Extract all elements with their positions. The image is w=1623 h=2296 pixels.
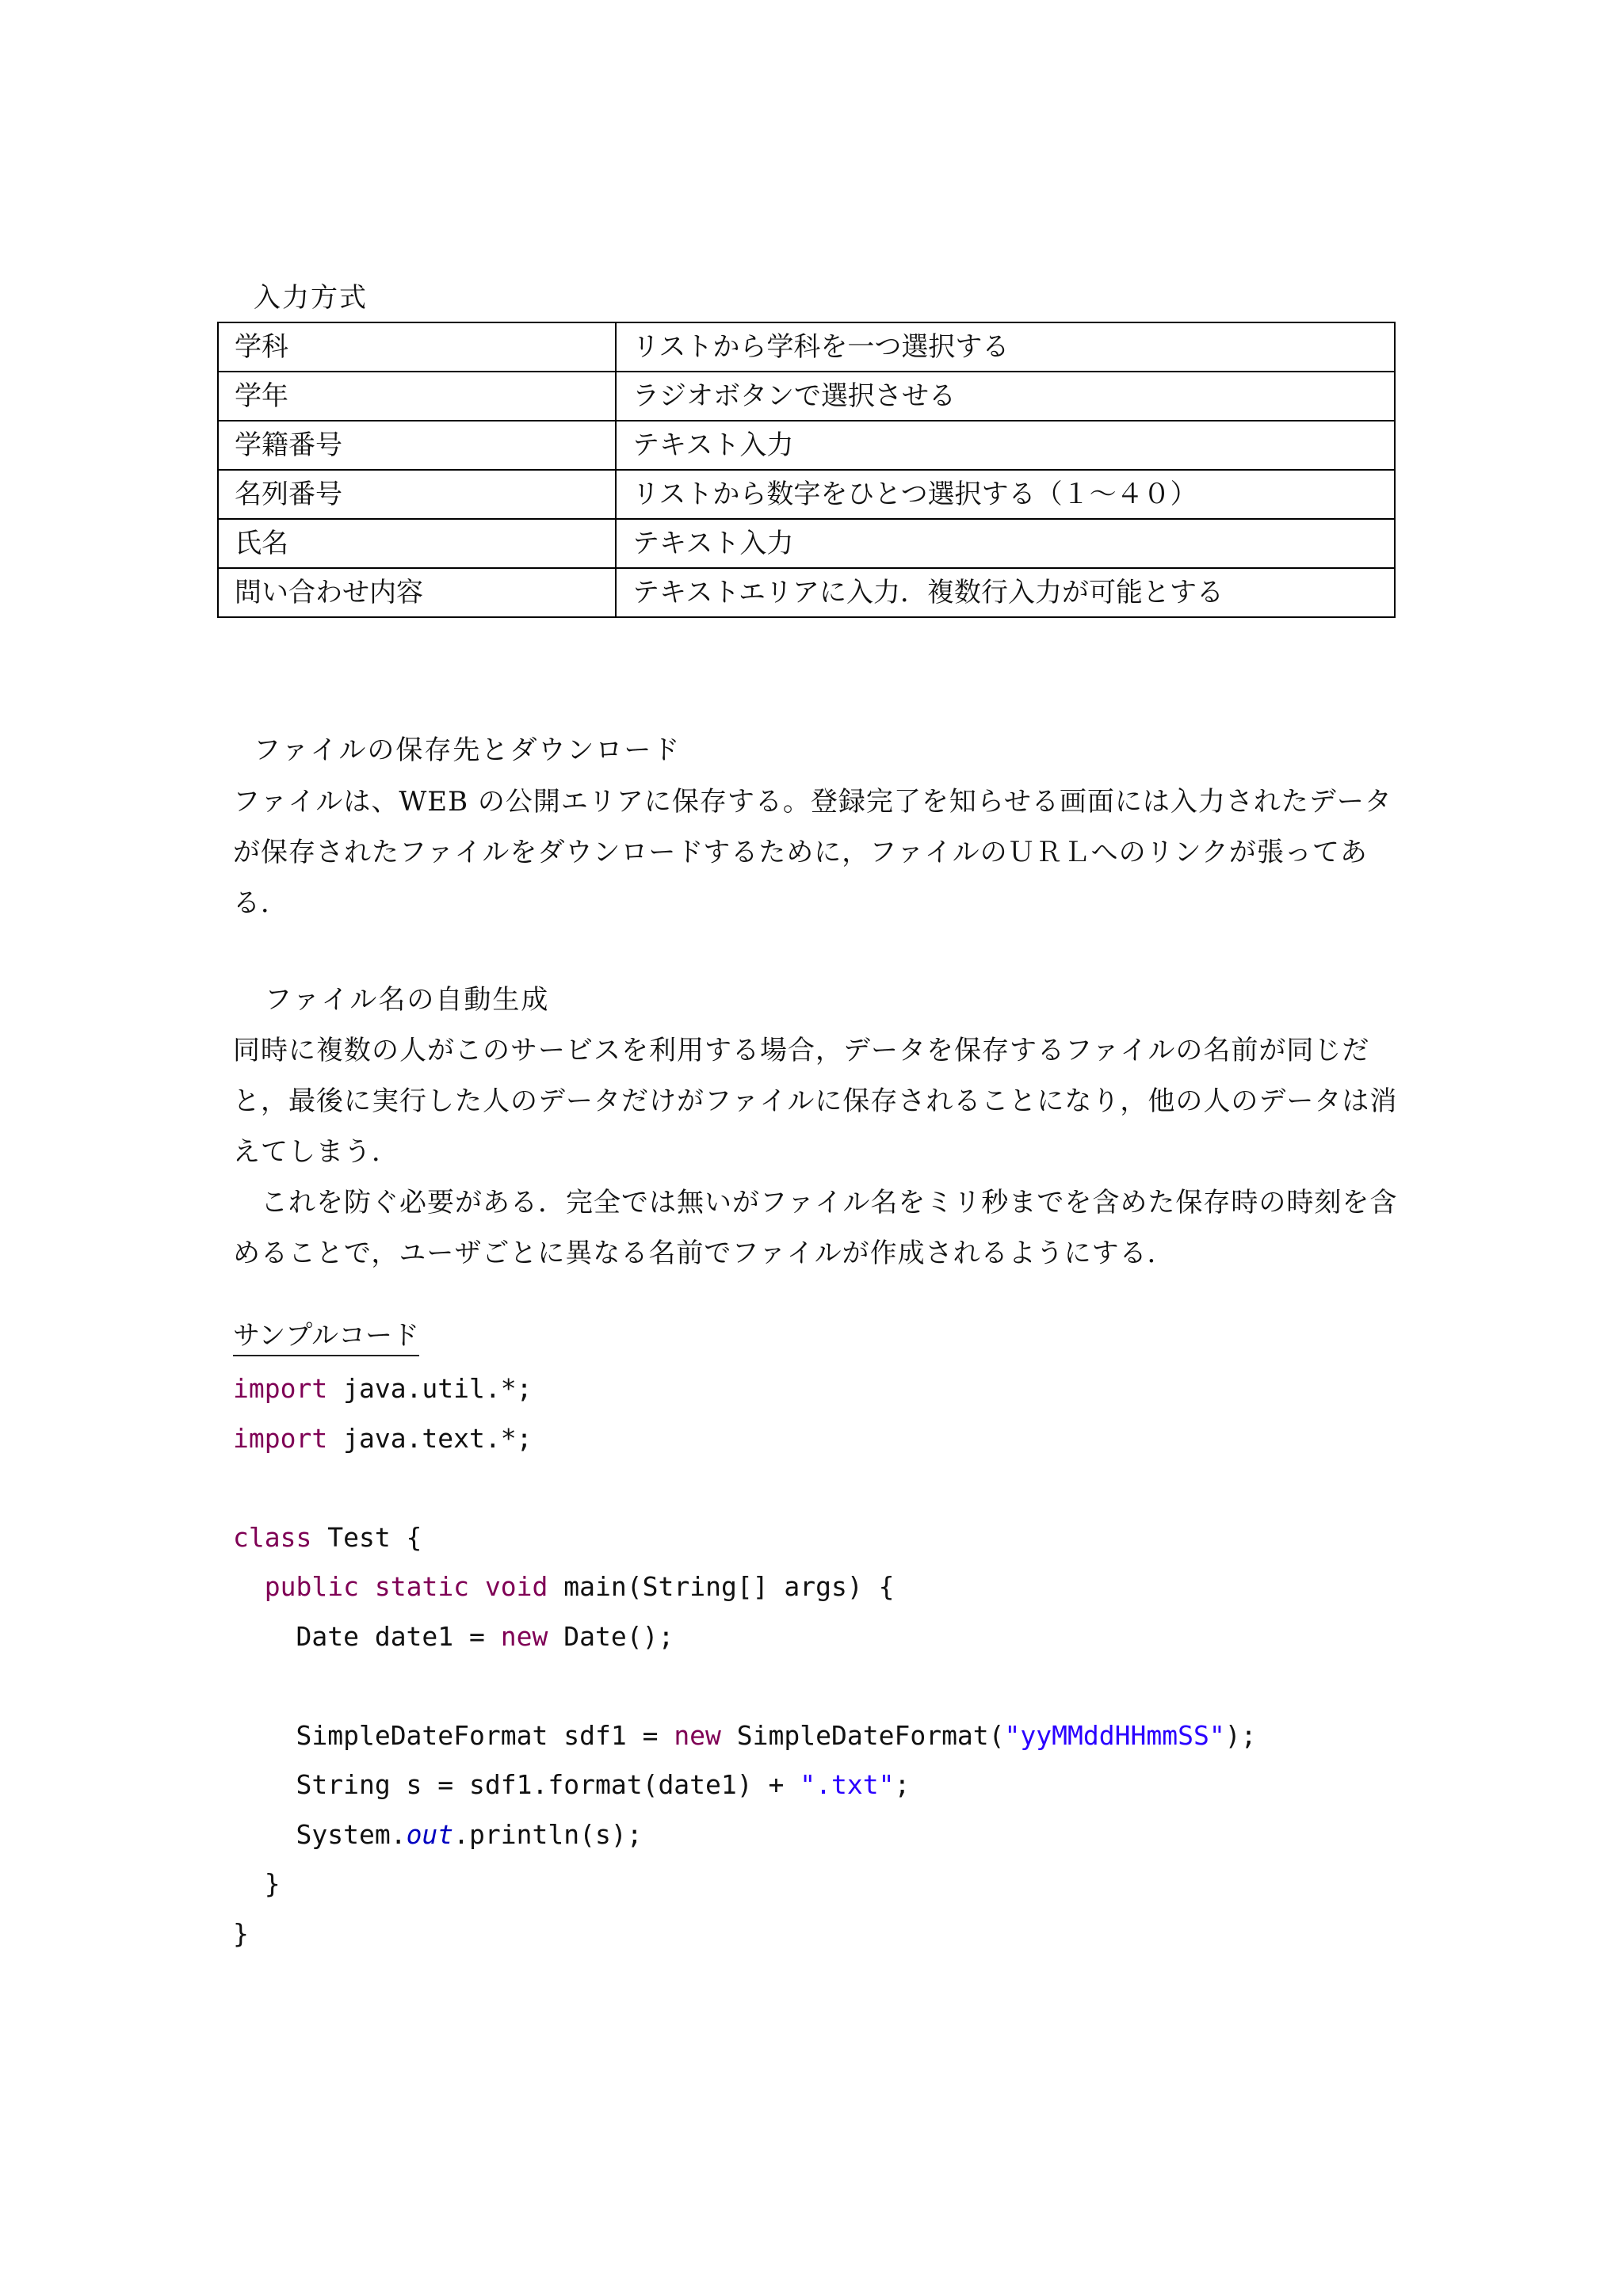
save-location-heading: ファイルの保存先とダウンロード bbox=[254, 734, 682, 766]
code-line bbox=[233, 1810, 1256, 1860]
code-text: java.text.*; bbox=[327, 1422, 533, 1454]
save-location-paragraph: ファイルは、WEB の公開エリアに保存する。登録完了を知らせる画面には入力されたデータが保存されたファイルをダウンロードするために，ファイルのＵＲＬへのリンクが張ってある． bbox=[233, 786, 1392, 919]
code-text: Test { bbox=[311, 1521, 422, 1553]
table-row bbox=[218, 322, 1395, 372]
code-indent bbox=[233, 1769, 296, 1800]
code-keyword: import bbox=[233, 1373, 328, 1404]
code-keyword: new bbox=[500, 1620, 548, 1652]
input-method-rows bbox=[218, 322, 1395, 617]
table-row bbox=[218, 519, 1395, 568]
code-text: SimpleDateFormat( bbox=[720, 1719, 1005, 1751]
code-string: ".txt" bbox=[800, 1769, 895, 1800]
auto-filename-heading: ファイル名の自動生成 bbox=[265, 984, 550, 1016]
code-text: SimpleDateFormat sdf1 = bbox=[296, 1719, 674, 1751]
code-text: } bbox=[233, 1917, 249, 1949]
code-indent bbox=[233, 1819, 296, 1850]
code-text: } bbox=[264, 1868, 281, 1899]
code-text: Date(); bbox=[548, 1620, 674, 1652]
code-text: ); bbox=[1224, 1719, 1257, 1751]
code-line bbox=[233, 1909, 1256, 1959]
code-indent bbox=[233, 1621, 296, 1652]
code-line bbox=[233, 1760, 1256, 1810]
code-line bbox=[233, 1364, 1256, 1414]
code-text: ; bbox=[894, 1769, 911, 1800]
field-name-cell: 学科 bbox=[218, 322, 616, 372]
code-line bbox=[233, 1513, 1256, 1563]
table-row bbox=[218, 470, 1395, 519]
code-text: java.util.*; bbox=[327, 1373, 533, 1404]
input-method-cell: リストから数字をひとつ選択する（１～４０） bbox=[616, 470, 1395, 519]
auto-filename-paragraph-2: これを防ぐ必要がある．完全では無いがファイル名をミリ秒までを含めた保存時の時刻を含めることで，ユーザごとに異なる名前でファイルが作成されるようにする． bbox=[233, 1187, 1398, 1269]
code-line bbox=[233, 1612, 1256, 1662]
code-text: Date date1 = bbox=[296, 1620, 501, 1652]
input-method-cell: テキスト入力 bbox=[616, 519, 1395, 568]
code-line bbox=[233, 1661, 1256, 1711]
code-keyword: class bbox=[233, 1521, 312, 1553]
code-keyword: import bbox=[233, 1422, 328, 1454]
code-text bbox=[359, 1571, 375, 1602]
input-method-cell: ラジオボタンで選択させる bbox=[616, 372, 1395, 421]
code-text: main(String[] args) { bbox=[548, 1571, 895, 1602]
table-row bbox=[218, 568, 1395, 617]
input-method-heading: 入力方式 bbox=[254, 282, 368, 314]
code-indent bbox=[233, 1868, 265, 1899]
code-indent bbox=[233, 1571, 265, 1602]
code-text: String s = sdf1.format(date1) + bbox=[296, 1769, 800, 1800]
input-method-cell: テキスト入力 bbox=[616, 421, 1395, 470]
code-line bbox=[233, 1859, 1256, 1909]
code-keyword: new bbox=[674, 1719, 721, 1751]
field-name-cell: 学年 bbox=[218, 372, 616, 421]
code-text: .println(s); bbox=[453, 1818, 643, 1850]
input-method-cell: テキストエリアに入力．複数行入力が可能とする bbox=[616, 568, 1395, 617]
code-keyword: void bbox=[484, 1571, 548, 1602]
code-line bbox=[233, 1463, 1256, 1513]
code-indent bbox=[233, 1720, 296, 1751]
field-name-cell: 学籍番号 bbox=[218, 421, 616, 470]
field-name-cell: 名列番号 bbox=[218, 470, 616, 519]
sample-code-label: サンプルコード bbox=[233, 1318, 419, 1356]
field-name-cell: 問い合わせ内容 bbox=[218, 568, 616, 617]
code-line bbox=[233, 1562, 1256, 1612]
code-keyword: public bbox=[264, 1571, 359, 1602]
field-name-cell: 氏名 bbox=[218, 519, 616, 568]
input-method-table bbox=[217, 322, 1396, 618]
sample-code-block bbox=[233, 1364, 1256, 1958]
code-line bbox=[233, 1414, 1256, 1464]
table-row bbox=[218, 421, 1395, 470]
code-text bbox=[469, 1571, 485, 1602]
code-string: "yyMMddHHmmSS" bbox=[1004, 1719, 1225, 1751]
auto-filename-paragraph-1: 同時に複数の人がこのサービスを利用する場合，データを保存するファイルの名前が同じだと，最後に実行した人のデータだけがファイルに保存されることになり，他の人のデータは消えてしまう． bbox=[233, 1035, 1398, 1168]
input-method-cell: リストから学科を一つ選択する bbox=[616, 322, 1395, 372]
code-keyword: static bbox=[374, 1571, 470, 1602]
table-row bbox=[218, 372, 1395, 421]
code-text: System. bbox=[296, 1818, 407, 1850]
code-line bbox=[233, 1711, 1256, 1761]
code-field: out bbox=[406, 1818, 454, 1850]
